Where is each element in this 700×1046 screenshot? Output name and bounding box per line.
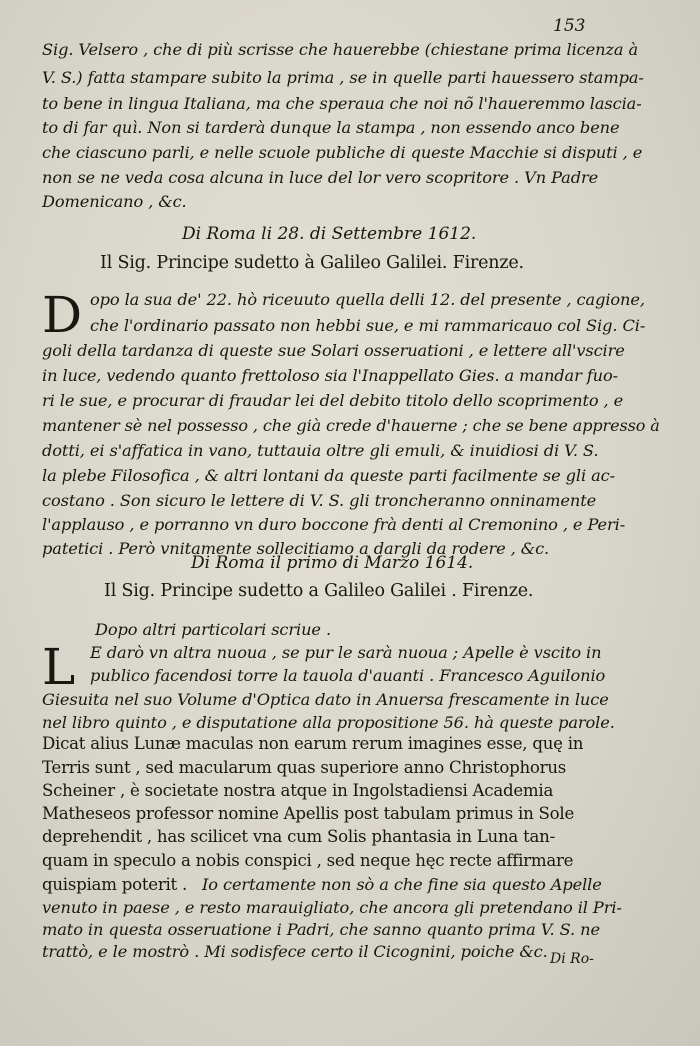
text-line: E darò vn altra nuoua , se pur le sarà nuoua ; Apelle è vscito in	[90, 643, 602, 662]
text-line: mantener sè nel possesso , che già crede d'hauerne ; che se bene appresso à	[42, 416, 660, 435]
text-line: V. S.) fatta stampare subito la prima , se in quelle parti hauessero stampa-	[42, 68, 644, 87]
text-line: trattò, e le mostrò . Mi sodisfece certo il Cicognini, poiche &c.	[42, 942, 548, 961]
latin-line: Dicat alius Lunæ maculas non earum rerum imagines esse, quę in	[42, 734, 584, 753]
text-line: ri le sue, e procurar di fraudar lei del debito titolo dello scoprimento , e	[42, 391, 624, 410]
text-line: venuto in paese , e resto marauigliato, che ancora gli pretendano il Pri-	[42, 898, 622, 917]
text-line: nel libro quinto , e disputatione alla propositione 56. hà queste parole.	[42, 713, 615, 732]
latin-line: Scheiner , è societate nostra atque in Ingolstadiensi Academia	[42, 781, 554, 800]
text-line: Sig. Velsero , che di più scrisse che hauerebbe (chiestane prima licenza à	[42, 40, 638, 59]
date-line: Di Roma li 28. di Settembre 1612.	[182, 224, 477, 244]
letter-heading: Il Sig. Principe sudetto a Galileo Galilei . Firenze.	[104, 581, 534, 601]
letter-heading: Il Sig. Principe sudetto à Galileo Galilei. Firenze.	[100, 253, 524, 273]
text-line: publico facendosi torre la tauola d'auanti . Francesco Aguilonio	[90, 666, 606, 685]
latin-line: Terris sunt , sed macularum quas superiore anno Christophorus	[42, 758, 567, 777]
latin-line: deprehendit , has scilicet vna cum Solis phantasia in Luna tan-	[42, 827, 555, 846]
text-line: Giesuita nel suo Volume d'Optica dato in Anuersa frescamente in luce	[42, 690, 609, 709]
latin-line: quispiam poterit .	[42, 875, 188, 894]
text-line: patetici . Però vnitamente sollecitiamo a dargli da rodere , &c.	[42, 539, 550, 558]
text-line: dotti, ei s'affatica in vano, tuttauia oltre gli emuli, & inuidiosi di V. S.	[42, 441, 599, 460]
text-line: la plebe Filosofica , & altri lontani da queste parti facilmente se gli ac-	[42, 466, 615, 485]
text-line: mato in questa osseruatione i Padri, che sanno quanto prima V. S. ne	[42, 920, 600, 939]
text-line: Domenicano , &c.	[42, 192, 187, 211]
drop-cap: L	[42, 638, 76, 696]
text-line: Dopo altri particolari scriue .	[95, 620, 331, 639]
text-line: in luce, vedendo quanto frettoloso sia l'Inappellato Gies. a mandar fuo-	[42, 366, 619, 385]
text-line: to di far quì. Non si tarderà dunque la stampa , non essendo anco bene	[42, 118, 620, 137]
text-line: opo la sua de' 22. hò riceuuto quella delli 12. del presente , cagione,	[90, 290, 645, 309]
text-line: goli della tardanza di queste sue Solari osseruationi , e lettere all'vscire	[42, 341, 625, 360]
text-line: Io certamente non sò a che fine sia questo Apelle	[202, 875, 602, 894]
date-line: Di Roma il primo di Marzo 1614.	[191, 553, 474, 573]
text-line: che l'ordinario passato non hebbi sue, e mi rammaricauo col Sig. Ci-	[90, 316, 646, 335]
drop-cap: D	[42, 286, 83, 344]
text-line: non se ne veda cosa alcuna in luce del lor vero scopritore . Vn Padre	[42, 168, 599, 187]
text-line: to bene in lingua Italiana, ma che speraua che noi nõ l'haueremmo lascia-	[42, 94, 642, 113]
latin-line: Matheseos professor nomine Apellis post tabulam primus in Sole	[42, 804, 575, 823]
page-number: 153	[553, 16, 586, 36]
text-line: che ciascuno parli, e nelle scuole publiche di queste Macchie si disputi , e	[42, 143, 643, 162]
latin-line: quam in speculo a nobis conspici , sed neque hęc recte affirmare	[42, 851, 574, 870]
text-line: costano . Son sicuro le lettere di V. S. gli troncheranno onninamente	[42, 491, 597, 510]
catchword: Di Ro-	[550, 951, 594, 967]
text-line: l'applauso , e porranno vn duro boccone frà denti al Cremonino , e Peri-	[42, 515, 626, 534]
